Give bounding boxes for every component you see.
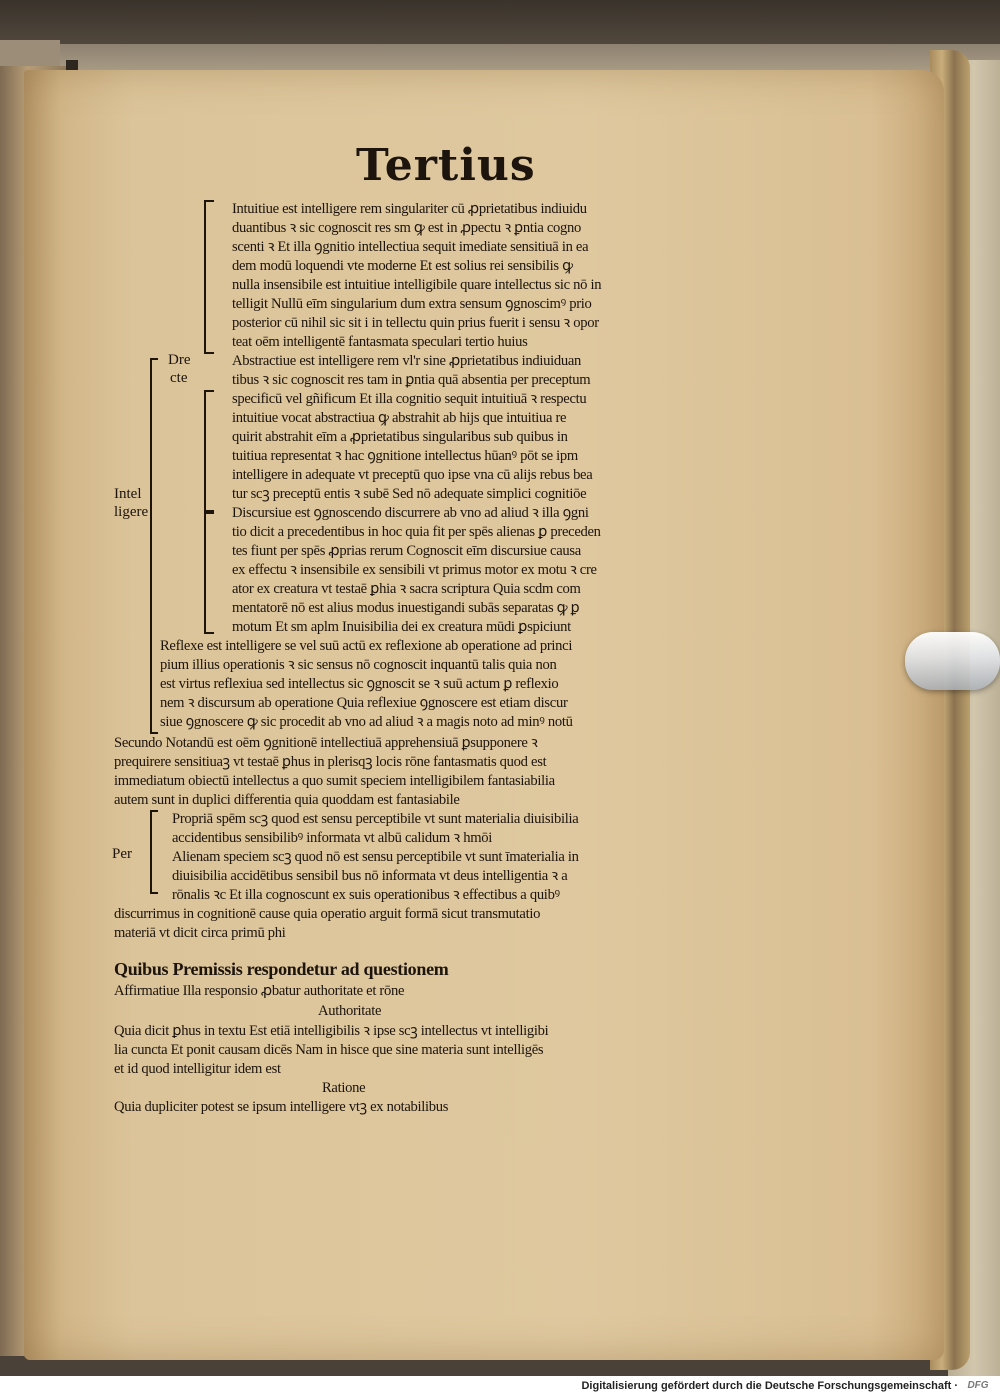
text-line: discurrimus in cognitionē cause quia operatio arguit formā sicut transmutatio	[114, 906, 541, 922]
funding-credit: Digitalisierung gefördert durch die Deutsche Forschungsgemeinschaft ·	[581, 1380, 958, 1392]
text-line: accidentibus sensibilibꝰ informata vt albū calidum ꝛ hmōi	[172, 830, 493, 846]
text-line: immediatum obiectū intellectus a quo sumit speciem intelligibilem fantasiabilia	[114, 773, 555, 789]
text-line: motum Et sm aplm Inuisibilia dei ex creatura mūdi ꝑspiciunt	[232, 619, 571, 635]
text-line: Secundo Notandū est oēm ꝯgnitionē intellectiuā apprehensiuā ꝑsupponere ꝛ	[114, 735, 538, 751]
text-line: tuitiua representat ꝛ hac ꝯgnitione intellectus hūanꝰ pōt se ipm	[232, 448, 578, 464]
side-label-dre: Dre	[168, 352, 191, 368]
text-line: Reflexe est intelligere se vel suū actū ex reflexione ab operatione ad princi	[160, 638, 573, 654]
cover-board-strip	[0, 44, 1000, 72]
text-line: duantibus ꝛ sic cognoscit res sm ꝙ est in ꝓpectu ꝛ ꝑntia cogno	[232, 220, 582, 236]
text-line: tur scꝫ preceptū entis ꝛ subē Sed nō adequate simplici cognitiōe	[232, 486, 587, 502]
text-line: teat oēm intelligentē fantasmata speculari tertio huius	[232, 334, 528, 350]
text-line: lia cuncta Et ponit causam dicēs Nam in hisce que sine materia sunt intelligēs	[114, 1042, 544, 1058]
text-line: tes fiunt per spēs ꝓprias rerum Cognoscit eīm discursiue causa	[232, 543, 581, 559]
text-line: ex effectu ꝛ insensibile ex sensibili vt primus motor ex motu ꝛ cre	[232, 562, 597, 578]
text-line: tio dicit a precedentibus in hoc quia fit per spēs alienas ꝑ preceden	[232, 524, 601, 540]
bracket-abstractive	[204, 390, 214, 514]
text-line: Alienam speciem scꝫ quod nō est sensu perceptibile vt sunt īmaterialia in	[172, 849, 579, 865]
text-line: dem modū loquendi vte moderne Et est solius rei sensibilis ꝙ	[232, 258, 573, 274]
text-line: Intuitiue est intelligere rem singulariter cū ꝓprietatibus indiuidu	[232, 201, 587, 217]
side-label-per: Per	[112, 846, 132, 862]
text-line: telligit Nullū eīm singularium dum extra sensum ꝯgnoscimꝰ prio	[232, 296, 592, 312]
text-line: et id quod intelligitur idem est	[114, 1061, 281, 1077]
text-line: pium illius operationis ꝛ sic sensus nō cognoscit inquantū talis quia non	[160, 657, 557, 673]
text-line: Abstractiue est intelligere rem vl'r sine ꝓprietatibus indiuiduan	[232, 353, 582, 369]
text-line: scenti ꝛ Et illa ꝯgnitio intellectiua sequit imediate sensitiuā in ea	[232, 239, 589, 255]
side-label-intel: Intel	[114, 486, 142, 502]
text-line: specificū vel gñificum Et illa cognitio sequit intuitiuā ꝛ respectu	[232, 391, 587, 407]
section-heading: Quibus Premissis respondetur ad questionem	[114, 959, 449, 979]
text-line: Quia dicit ꝑhus in textu Est etiā intelligibilis ꝛ ipse scꝫ intellectus vt intelligibi	[114, 1023, 549, 1039]
text-line: diuisibilia accidētibus sensibil bus nō informata vt deus intelligentia ꝛ a	[172, 868, 568, 884]
text-line: quirit abstrahit eīm a ꝓprietatibus singularibus sub quibus in	[232, 429, 568, 445]
side-label-cte: cte	[170, 370, 188, 386]
text-line: materiā vt dicit circa primū phi	[114, 925, 286, 941]
text-line: Propriā spēm scꝫ quod est sensu perceptibile vt sunt materialia diuisibilia	[172, 811, 579, 827]
text-line: intelligere in adequate vt preceptū quo ipse vna cū alijs rebus bea	[232, 467, 593, 483]
text-line: nem ꝛ discursum ab operatione Quia reflexiue ꝯgnoscere est etiam discur	[160, 695, 568, 711]
text-line: rōnalis ꝛc Et illa cognoscunt ex suis operationibus ꝛ effectibus a quibꝰ	[172, 887, 560, 903]
text-line: ator ex creatura vt testaē ꝑhia ꝛ sacra scriptura Quia scdm com	[232, 581, 581, 597]
text-line: prequirere sensitiuaꝫ vt testaē ꝑhus in plerisqꝫ locis rōne fantasmatis quod est	[114, 754, 547, 770]
text-line: Quia dupliciter potest se ipsum intelligere vtꝫ ex notabilibus	[114, 1099, 449, 1115]
text-line: siue ꝯgnoscere ꝙ sic procedit ab vno ad aliud ꝛ a magis noto ad minꝰ notū	[160, 714, 573, 730]
bracket-dre-cte	[150, 358, 158, 734]
text-line: autem sunt in duplici differentia quia quoddam est fantasiabile	[114, 792, 460, 808]
page-title: Tertius	[356, 140, 536, 191]
text-line: nulla insensibile est intuitiue intelligibile quare intellectus sic nō in	[232, 277, 602, 293]
text-line: Discursiue est ꝯgnoscendo discurrere ab vno ad aliud ꝛ illa ꝯgni	[232, 505, 589, 521]
text-line: Authoritate	[318, 1003, 382, 1019]
text-line: Ratione	[322, 1080, 366, 1096]
bracket-discursive	[204, 510, 214, 634]
text-line: intuitiue vocat abstractiua ꝙ abstrahit ab hijs que intuitiua re	[232, 410, 567, 426]
footer-bar	[0, 1376, 1000, 1398]
text-line: posterior cū nihil sic sit i in tellectu quin prius fuerit i sensu ꝛ opor	[232, 315, 599, 331]
text-line: tibus ꝛ sic cognoscit res tam in ꝑntia quā absentia per preceptum	[232, 372, 591, 388]
text-line: Affirmatiue Illa responsio ꝓbatur authoritate et rōne	[114, 983, 405, 999]
bracket-per	[150, 810, 158, 894]
glass-clamp	[905, 632, 1000, 690]
text-line: est virtus reflexiua sed intellectus sic ꝯgnoscit se ꝛ suū actum ꝑ reflexio	[160, 676, 559, 692]
side-label-ligere: ligere	[114, 504, 149, 520]
dfg-logo: DFG	[967, 1380, 989, 1391]
text-line: mentatorē nō est alius modus inuestigandi subās separatas ꝙ ꝑ	[232, 600, 580, 616]
bracket-intuitive	[204, 200, 214, 354]
